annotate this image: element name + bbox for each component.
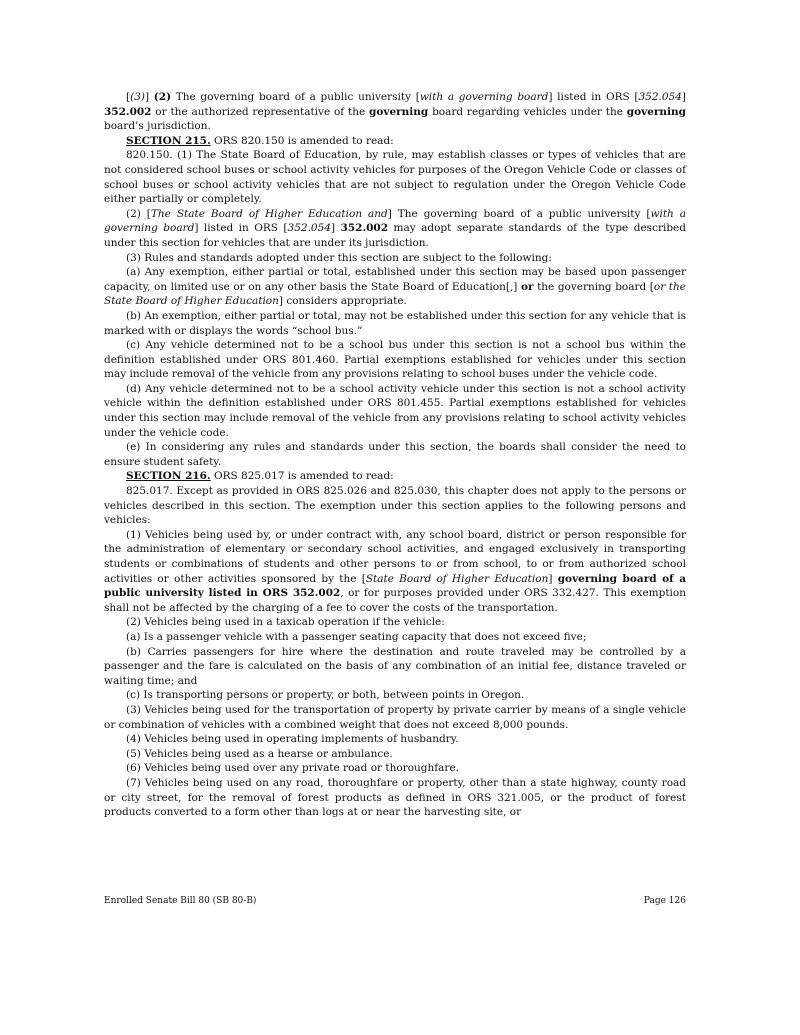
paragraph (104, 630, 686, 645)
text-segment: (7) Vehicles being used on any road, thoroughfare or property, other than a state highway, county road or city street, for the removal of forest products as defined in ORS 321.005, or the product of forest products converted to a form other than logs at or near the harvesting site, or (104, 776, 686, 819)
deleted-text: (3) (130, 91, 145, 103)
text-segment: ] (681, 91, 686, 103)
page-body (104, 90, 686, 820)
text-segment: (a) Any exemption, either partial or total, established under this section may be based upon passenger capacity, on limited use or on any other basis the State Board of Education[,] (104, 266, 686, 293)
text-segment: (5) Vehicles being used as a hearse or ambulance. (126, 747, 393, 760)
text-segment: ORS 825.017 is amended to read: (210, 470, 394, 483)
deleted-text: 352.054 (287, 222, 331, 235)
paragraph (104, 528, 686, 616)
page-footer (104, 896, 686, 906)
paragraph (104, 469, 686, 484)
text-segment: (b) Carries passengers for hire where the destination and route traveled may be controlled by a passenger and the fare is calculated on the basis of any combination of an initial fee, distance traveled or waiting time; and (104, 645, 686, 687)
footer-bill-title: Enrolled Senate Bill 80 (SB 80-B) (104, 896, 257, 906)
text-segment: (2) [ (126, 207, 151, 220)
added-text: governing (626, 105, 687, 118)
text-segment: (e) In considering any rules and standards under this section, the boards shall consider the need to ensure student safety. (104, 441, 686, 468)
paragraph (104, 90, 686, 134)
text-segment: (d) Any vehicle determined not to be a school activity vehicle under this section is not a school activity vehicle within the definition established under ORS 801.455. Partial exemptions established for vehicles under this section may include removal of the vehicle from any provisions relating to school activity vehicles under the vehicle code. (104, 382, 686, 439)
paragraph (104, 615, 686, 630)
paragraph (104, 747, 686, 762)
section-heading: SECTION 216. (126, 470, 211, 483)
text-segment: 820.150. (1) The State Board of Education, by rule, may establish classes or types of vehicles that are not considered school buses or school activity vehicles for purposes of the Oregon Vehicle Code or classes of school buses or school activity vehicles that are not subject to regulation under the Oregon Vehicle Code either partially or completely. (104, 149, 686, 206)
added-text: (2) (153, 91, 172, 103)
paragraph (104, 776, 686, 820)
deleted-text: 352.054 (638, 91, 682, 103)
added-text: governing (369, 105, 429, 118)
added-text: governing board of a public university listed in ORS 352.002 (104, 572, 687, 600)
text-segment: ORS 820.150 is amended to read: (210, 134, 394, 147)
paragraph (104, 688, 686, 703)
deleted-text: The State Board of Higher Education and (150, 207, 388, 220)
text-segment: ] listed in ORS [ (548, 91, 639, 103)
text-segment: (6) Vehicles being used over any private road or thoroughfare. (126, 762, 460, 775)
text-segment: (c) Any vehicle determined not to be a school bus under this section is not a school bus within the definition established under ORS 801.460. Partial exemptions established for vehicles under this section may include removal of the vehicle from any provisions relating to school buses under the vehicle code. (104, 339, 686, 381)
text-segment: , or for purposes provided under ORS 332.427. This exemption shall not be affected by the charging of a fee to cover the costs of the transportation. (104, 587, 687, 614)
text-segment: ] listed in ORS [ (194, 222, 288, 235)
text-segment: (c) Is transporting persons or property, or both, between points in Oregon. (126, 689, 525, 702)
section-heading: SECTION 215. (126, 134, 211, 147)
text-segment: ] considers appropriate. (278, 295, 407, 308)
text-segment: may adopt separate standards of the type described under this section for vehicles that are under its jurisdiction. (104, 222, 686, 249)
deleted-text: with a governing board (104, 207, 686, 235)
text-segment: or the authorized representative of the (151, 105, 370, 118)
paragraph (104, 148, 686, 206)
text-segment: (3) Rules and standards adopted under this section are subject to the following: (126, 251, 552, 264)
paragraph (104, 309, 686, 338)
paragraph (104, 382, 686, 440)
text-segment: (3) Vehicles being used for the transportation of property by private carrier by means of a single vehicle or combination of vehicles with a combined weight that does not exceed 8,000 pounds. (104, 703, 686, 731)
added-text: 352.002 (340, 222, 389, 235)
text-segment: (1) Vehicles being used by, or under contract with, any school board, district or person responsible for the administration of elementary or secondary school activities, and engaged exclusively in transporting students or combinations of students and other persons to or from school, to or from authorized school activities or other activities sponsored by the [ (104, 528, 686, 585)
text-segment: 825.017. Except as provided in ORS 825.026 and 825.030, this chapter does not apply to the persons or vehicles described in this section. The exemption under this section applies to the following persons and vehicles: (104, 485, 686, 527)
text-segment: ] (548, 572, 558, 585)
deleted-text: State Board of Higher Education (365, 572, 549, 585)
text-segment: board’s jurisdiction. (104, 120, 211, 133)
deleted-text: or the State Board of Higher Education (104, 280, 687, 308)
text-segment: (b) An exemption, either partial or total, may not be established under this section for any vehicle that is marked with or displays the words “school bus.” (104, 309, 686, 337)
text-segment: the governing board [ (533, 280, 654, 293)
text-segment: ] The governing board of a public university [ (387, 207, 651, 220)
text-segment: The governing board of a public university [ (171, 91, 420, 103)
text-segment: (2) Vehicles being used in a taxicab operation if the vehicle: (126, 616, 445, 629)
paragraph (104, 761, 686, 776)
added-text: 352.002 (104, 105, 152, 118)
paragraph (104, 484, 686, 528)
paragraph (104, 251, 686, 266)
paragraph (104, 440, 686, 469)
paragraph (104, 703, 686, 732)
paragraph (104, 134, 686, 149)
footer-page-number: Page 126 (643, 896, 686, 906)
paragraph (104, 338, 686, 382)
paragraph (104, 265, 686, 309)
text-segment: ] (144, 91, 154, 103)
deleted-text: with a governing board (419, 91, 549, 103)
paragraph (104, 645, 686, 689)
text-segment: [ (126, 91, 131, 103)
paragraph (104, 732, 686, 747)
added-text: or (520, 280, 534, 293)
paragraph (104, 207, 686, 251)
text-segment: (a) Is a passenger vehicle with a passenger seating capacity that does not exceed five; (126, 630, 587, 643)
text-segment: board regarding vehicles under the (428, 105, 627, 118)
text-segment: ] (330, 222, 341, 235)
text-segment: (4) Vehicles being used in operating implements of husbandry. (126, 733, 459, 746)
